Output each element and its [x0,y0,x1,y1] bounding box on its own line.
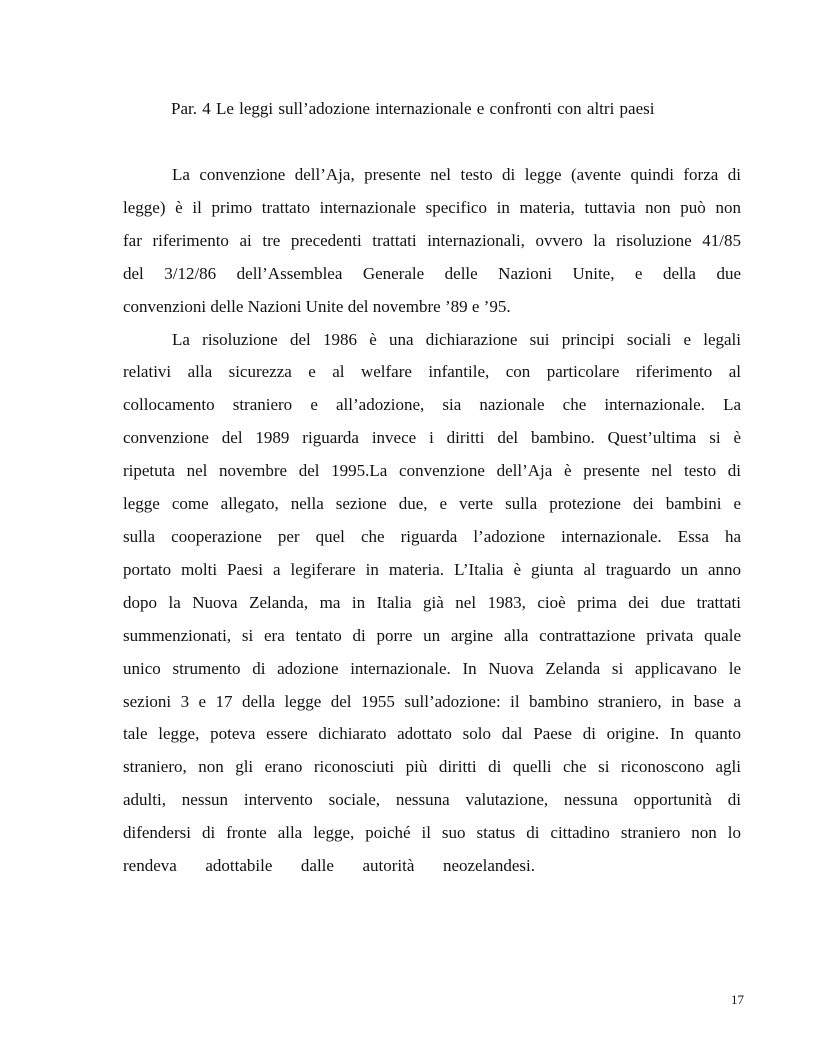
text-line: straniero, non gli erano riconosciuti più diritti di quelli che si riconoscono agli [123,757,741,777]
text-line: rendeva adottabile dalle autorità neozelandesi. [123,856,535,876]
text-line: La risoluzione del 1986 è una dichiarazione sui principi sociali e legali [172,329,741,349]
text-line: relativi alla sicurezza e al welfare infantile, con particolare riferimento al [123,362,741,382]
text-line: legge) è il primo trattato internazionale specifico in materia, tuttavia non può non [123,197,741,217]
text-line: sezioni 3 e 17 della legge del 1955 sull’adozione: il bambino straniero, in base a [123,691,741,711]
text-line: ripetuta nel novembre del 1995.La convenzione dell’Aja è presente nel testo di [123,461,741,481]
text-line: portato molti Paesi a legiferare in materia. L’Italia è giunta al traguardo un anno [123,559,741,579]
page-number: 17 [731,992,744,1007]
text-line: convenzione del 1989 riguarda invece i diritti del bambino. Quest’ultima si è [123,428,741,448]
text-line: tale legge, poteva essere dichiarato adottato solo dal Paese di origine. In quanto [123,724,741,744]
text-line: sulla cooperazione per quel che riguarda l’adozione internazionale. Essa ha [123,526,741,546]
text-line: La convenzione dell’Aja, presente nel testo di legge (avente quindi forza di [172,165,741,184]
text-line: legge come allegato, nella sezione due, e verte sulla protezione dei bambini e [123,494,741,514]
text-line: far riferimento ai tre precedenti trattati internazionali, ovvero la risoluzione 41/85 [123,230,741,250]
text-line: collocamento straniero e all’adozione, sia nazionale che internazionale. La [123,395,741,415]
paragraph-1 [123,159,741,324]
body-text [123,159,741,883]
text-line: del 3/12/86 dell’Assemblea Generale delle Nazioni Unite, e della due [123,263,741,283]
text-line: adulti, nessun intervento sociale, nessuna valutazione, nessuna opportunità di [123,790,741,810]
text-line: convenzioni delle Nazioni Unite del novembre ’89 e ’95. [123,296,511,316]
section-heading: Par. 4 Le leggi sull’adozione internazionale e confronti con altri paesi [171,99,655,118]
paragraph-2 [123,324,741,883]
text-line: unico strumento di adozione internazionale. In Nuova Zelanda si applicavano le [123,658,741,678]
text-line: difendersi di fronte alla legge, poiché il suo status di cittadino straniero non lo [123,823,741,843]
text-line: dopo la Nuova Zelanda, ma in Italia già nel 1983, cioè prima dei due trattati [123,592,741,612]
text-line: summenzionati, si era tentato di porre un argine alla contrattazione privata quale [123,625,741,645]
